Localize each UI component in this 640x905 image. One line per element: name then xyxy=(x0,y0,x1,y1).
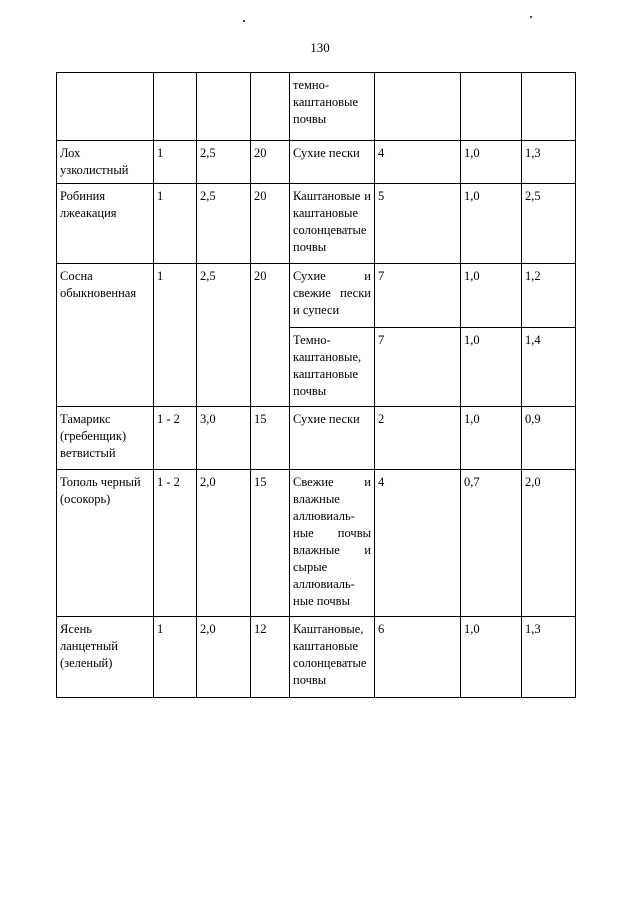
species-cell: Ясень ланцетный (зеленый) xyxy=(57,617,154,698)
table-row xyxy=(57,264,576,328)
age-cell: 15 xyxy=(251,407,290,470)
spacing-cell xyxy=(197,73,251,141)
spacing-cell: 2,5 xyxy=(197,184,251,264)
value-cell: 0,9 xyxy=(522,407,576,470)
value-cell: 0,7 xyxy=(461,470,522,617)
planting-ratio-cell: 1 xyxy=(154,617,197,698)
soil-text: темно- каштановые почвы xyxy=(293,78,359,126)
planting-ratio-cell: 1 xyxy=(154,264,197,407)
spacing-cell: 2,5 xyxy=(197,264,251,407)
value-cell xyxy=(461,73,522,141)
planting-ratio-cell: 1 - 2 xyxy=(154,407,197,470)
value-cell: 5 xyxy=(375,184,461,264)
value-cell: 1,2 xyxy=(522,264,576,328)
value-cell: 2,5 xyxy=(522,184,576,264)
value-cell: 1,0 xyxy=(461,328,522,407)
value-cell: 2 xyxy=(375,407,461,470)
value-cell: 1,3 xyxy=(522,617,576,698)
value-cell: 4 xyxy=(375,141,461,184)
soil-cell: Сухие пески xyxy=(290,407,375,470)
scan-speck xyxy=(530,16,532,18)
species-cell: Робиния лжеакация xyxy=(57,184,154,264)
age-cell: 12 xyxy=(251,617,290,698)
table-row xyxy=(57,617,576,698)
table-row xyxy=(57,141,576,184)
planting-ratio-cell: 1 xyxy=(154,184,197,264)
table-row xyxy=(57,184,576,264)
value-cell: 1,3 xyxy=(522,141,576,184)
age-cell: 20 xyxy=(251,184,290,264)
value-cell: 1,0 xyxy=(461,184,522,264)
value-cell: 7 xyxy=(375,328,461,407)
spacing-cell: 2,5 xyxy=(197,141,251,184)
soil-cell: Сухие пески xyxy=(290,141,375,184)
planting-ratio-cell: 1 xyxy=(154,141,197,184)
value-cell xyxy=(522,73,576,141)
soil-cell: Свежие и влажные аллювиаль-ные почвы влажные и сырые аллювиаль-ные почвы xyxy=(290,470,375,617)
value-cell: 2,0 xyxy=(522,470,576,617)
value-cell: 6 xyxy=(375,617,461,698)
planting-ratio-cell xyxy=(154,73,197,141)
age-cell: 15 xyxy=(251,470,290,617)
value-cell: 1,0 xyxy=(461,264,522,328)
page-number: 130 xyxy=(310,40,330,55)
spacing-cell: 2,0 xyxy=(197,617,251,698)
spacing-cell: 3,0 xyxy=(197,407,251,470)
value-cell: 1,4 xyxy=(522,328,576,407)
value-cell: 4 xyxy=(375,470,461,617)
table-row xyxy=(57,407,576,470)
species-table xyxy=(56,72,576,698)
table-row xyxy=(57,73,576,141)
scan-speck xyxy=(243,20,245,22)
age-cell: 20 xyxy=(251,264,290,407)
planting-ratio-cell: 1 - 2 xyxy=(154,470,197,617)
spacing-cell: 2,0 xyxy=(197,470,251,617)
value-cell: 7 xyxy=(375,264,461,328)
soil-cell xyxy=(290,73,375,141)
species-cell: Тополь черный (осокорь) xyxy=(57,470,154,617)
species-cell xyxy=(57,73,154,141)
table-row xyxy=(57,470,576,617)
value-cell: 1,0 xyxy=(461,141,522,184)
species-cell: Тамарикс (гребенщик) ветвистый xyxy=(57,407,154,470)
soil-cell: Каштановые, каштановые солонцеватые почвы xyxy=(290,617,375,698)
species-cell: Лох узколистный xyxy=(57,141,154,184)
age-cell xyxy=(251,73,290,141)
species-cell: Сосна обыкновенная xyxy=(57,264,154,407)
soil-cell: Сухие и свежие пески и супеси xyxy=(290,264,375,328)
soil-cell: Каштановые и каштановые солонцеватые почвы xyxy=(290,184,375,264)
value-cell: 1,0 xyxy=(461,617,522,698)
age-cell: 20 xyxy=(251,141,290,184)
value-cell: 1,0 xyxy=(461,407,522,470)
soil-cell: Темно-каштановые, каштановые почвы xyxy=(290,328,375,407)
value-cell xyxy=(375,73,461,141)
